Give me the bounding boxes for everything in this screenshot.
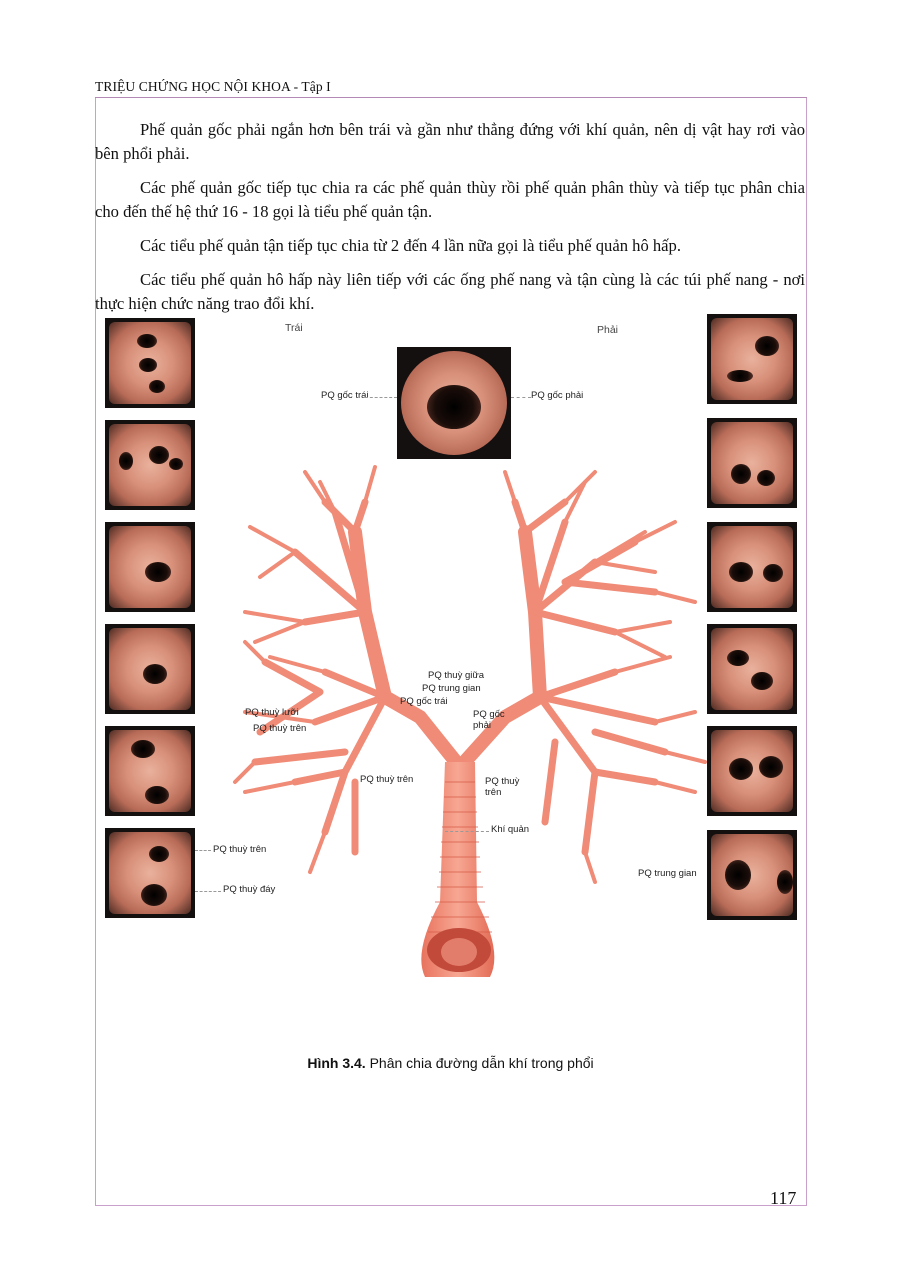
left-side-label: Trái [285, 322, 303, 334]
paragraph: Phế quản gốc phải ngắn hơn bên trái và gần như thẳng đứng với khí quản, nên dị vật hay rơi vào bên phổi phải. [95, 120, 805, 163]
pq-trung-gian-scope-label: PQ trung gian [638, 868, 697, 879]
leader-line [511, 397, 531, 398]
bronchial-tree [95, 312, 806, 1002]
leader-line [195, 891, 221, 892]
pq-thuy-tren-scope-label: PQ thuỳ trên [213, 844, 267, 855]
running-header: TRIỆU CHỨNG HỌC NỘI KHOA - Tập I [95, 79, 331, 94]
pq-thuy-day-scope-label: PQ thuỳ đáy [223, 884, 276, 895]
pq-thuy-tren-right-label: PQ thuỳ trên [485, 776, 520, 798]
pq-thuy-giua-label: PQ thuỳ giữa [428, 670, 484, 681]
caption-number: Hình 3.4. [307, 1055, 366, 1071]
pq-thuy-tren-left-label: PQ thuỳ trên [253, 723, 307, 734]
page-frame-right [806, 98, 807, 1206]
body-text [95, 118, 805, 326]
pq-goc-trai-label: PQ gốc trái [400, 696, 448, 707]
pq-thuy-tren-center-label: PQ thuỳ trên [360, 774, 414, 785]
pq-goc-phai-label: PQ gốc phải [473, 709, 505, 731]
pq-goc-trai-top-label: PQ gốc trái [321, 390, 369, 401]
airway-figure [95, 312, 806, 1002]
caption-text: Phân chia đường dẫn khí trong phổi [369, 1055, 594, 1071]
leader-line [445, 831, 489, 832]
pq-thuy-luoi-label: PQ thuỳ lưỡi [245, 707, 299, 718]
right-side-label: Phải [597, 324, 619, 336]
pq-goc-phai-top-label: PQ gốc phải [531, 390, 584, 401]
header-rule [95, 97, 807, 98]
page-number: 117 [770, 1188, 797, 1208]
paragraph: Các tiểu phế quản tận tiếp tục chia từ 2 đến 4 lần nữa gọi là tiểu phế quản hô hấp. [140, 236, 681, 255]
paragraph: Các tiểu phế quản hô hấp này liên tiếp với các ống phế nang và tận cùng là các túi phế nang - nơi thực hiện chức năng trao đổi khí. [95, 270, 805, 313]
leader-line [195, 850, 211, 851]
page-frame-bottom [95, 1205, 807, 1206]
paragraph: Các phế quản gốc tiếp tục chia ra các phế quản thùy rồi phế quản phân thùy và tiếp tục phân chia cho đến thế hệ thứ 16 - 18 gọi là tiểu phế quản tận. [95, 178, 805, 221]
pq-trung-gian-label: PQ trung gian [422, 683, 481, 694]
leader-line [365, 397, 397, 398]
khi-quan-label: Khí quản [491, 824, 530, 835]
figure-caption [95, 1055, 806, 1071]
